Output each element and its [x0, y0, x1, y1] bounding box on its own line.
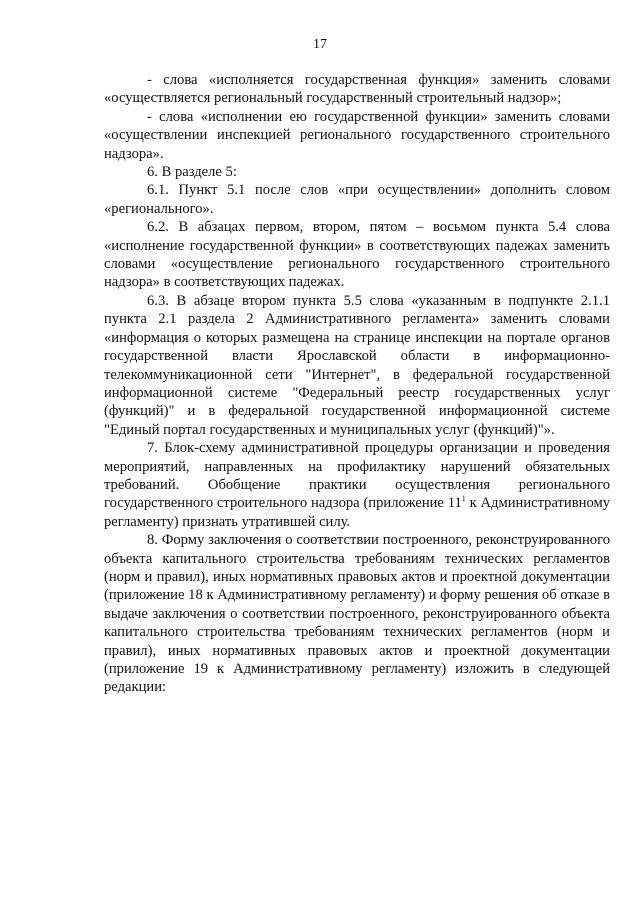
paragraph-6-1: 6.1. Пункт 5.1 после слов «при осуществлении» дополнить словом «регионального».	[104, 182, 610, 217]
paragraph-7-text-before: 7. Блок-схему административной процедуры организации и проведения мероприятий, направленных на профилактику нарушений обязательных требований. Обобщение практики осуществления регионального государственного строительного надзора (приложение 11	[104, 440, 610, 512]
paragraph-7-text-after: к Административному регламенту) признать утратившей силу.	[104, 495, 610, 530]
paragraph-replace-execution-words: - слова «исполнении ею государственной функции» заменить словами «осуществлении инспекцией регионального государственного строительного надзора».	[104, 108, 610, 162]
page-number: 17	[313, 37, 327, 52]
paragraph-8: 8. Форму заключения о соответствии построенного, реконструированного объекта капитального строительства требованиям технических регламентов (норм и правил), иных нормативных правовых актов и проектной документации (приложение 18 к Административному регламенту) и форму решения об отказе в выдаче заключения о соответствии построенного, реконструированного объекта капитального строительства требованиям технических регламентов (норм и правил), иных нормативных правовых актов и проектной документации (приложение 19 к Административному регламенту) изложить в следующей редакции:	[104, 532, 610, 696]
document-body	[104, 71, 610, 697]
appendix-superscript: 1	[461, 494, 466, 504]
paragraph-section-6-heading: 6. В разделе 5:	[147, 164, 237, 181]
paragraph-6-3: 6.3. В абзаце втором пункта 5.5 слова «указанным в подпункте 2.1.1 пункта 2.1 раздела 2 Административного регламента» заменить словами «информация о которых размещена на странице инспекции на портале органов государственной власти Ярославской области в информационно-телекоммуникационной сети "Интернет", в федеральной государственной информационной системе "Федеральный реестр государственных услуг (функций)" и в федеральной государственной информационной системе "Единый портал государственных и муниципальных услуг (функций)"».	[104, 292, 610, 438]
paragraph-7	[104, 439, 610, 531]
paragraph-replace-function-words: - слова «исполняется государственная функция» заменить словами «осуществляется региональный государственный строительный надзор»;	[104, 72, 610, 107]
paragraph-6-2: 6.2. В абзацах первом, втором, пятом – восьмом пункта 5.4 слова «исполнение государственной функции» в соответствующих падежах заменить словами «осуществление регионального государственного строительного надзора» в соответствующих падежах.	[104, 219, 610, 291]
